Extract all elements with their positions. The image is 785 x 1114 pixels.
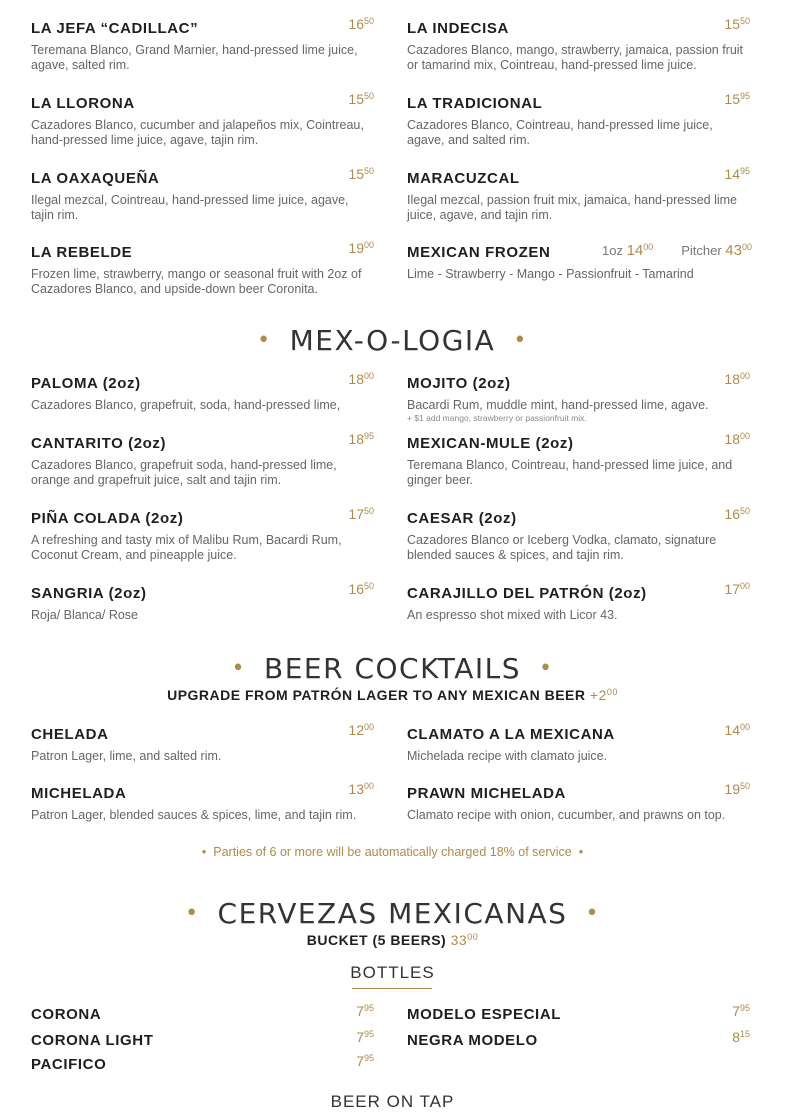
- item-price: $16^{50}$: [348, 16, 374, 32]
- bullet-icon: •: [585, 901, 600, 926]
- frozen-oz-price: 1oz $14^{00}$: [602, 242, 654, 259]
- bullet-icon: •: [257, 328, 272, 353]
- item-description: Teremana Blanco, Cointreau, hand-pressed lime juice, and ginger beer.: [407, 458, 733, 487]
- item-price: $18^{00}$: [724, 431, 750, 447]
- item-price: $7^{95}$: [732, 1003, 750, 1019]
- item-description: Cazadores Blanco or Iceberg Vodka, clamato, signature blended sauces & spices, and tajin rim.: [407, 533, 717, 562]
- item-description: Patron Lager, blended sauces & spices, lime, and tajin rim.: [31, 808, 357, 822]
- item-price: $18^{95}$: [348, 431, 374, 447]
- item-description: Michelada recipe with clamato juice.: [407, 749, 608, 763]
- item-name: CORONA LIGHT: [31, 1032, 154, 1049]
- item-price: $15^{95}$: [724, 91, 750, 107]
- item-price: $17^{50}$: [348, 506, 374, 522]
- menu-item-maracuzcal: [407, 166, 750, 223]
- menu-item-carajillo: [407, 581, 750, 623]
- item-name: PIÑA COLADA (2oz): [31, 510, 184, 527]
- item-name: MOJITO (2oz): [407, 375, 511, 392]
- item-description: Clamato recipe with onion, cucumber, and prawns on top.: [407, 808, 726, 822]
- frozen-pitcher-price: Pitcher $43^{00}$: [681, 242, 752, 259]
- beer-on-tap-heading: BEER ON TAP: [330, 1092, 455, 1111]
- item-description: Cazadores Blanco, grapefruit, soda, hand-pressed lime,: [31, 398, 341, 412]
- item-description: An espresso shot mixed with Licor 43.: [407, 608, 618, 622]
- item-name: MICHELADA: [31, 785, 127, 802]
- menu-item-la-llorona: [31, 91, 374, 148]
- item-price: $18^{00}$: [348, 371, 374, 387]
- item-price: $7^{95}$: [356, 1053, 374, 1069]
- item-price: $12^{00}$: [348, 722, 374, 738]
- item-name: CLAMATO A LA MEXICANA: [407, 726, 615, 743]
- bullet-icon: •: [539, 656, 554, 681]
- item-name: CORONA: [31, 1006, 102, 1023]
- item-name: CARAJILLO DEL PATRÓN (2oz): [407, 585, 647, 602]
- item-name: PALOMA (2oz): [31, 375, 141, 392]
- menu-item-la-oaxaquena: [31, 166, 374, 223]
- bullet-icon: •: [185, 901, 200, 926]
- item-price: $15^{50}$: [348, 166, 374, 182]
- menu-item-la-jefa: [31, 16, 374, 73]
- item-name: LA INDECISA: [407, 20, 509, 37]
- item-price: $19^{50}$: [724, 781, 750, 797]
- item-price: $14^{00}$: [724, 722, 750, 738]
- item-description: Cazadores Blanco, grapefruit soda, hand-pressed lime, orange and grapefruit juice, salt and tajin rim.: [31, 458, 337, 487]
- item-price: $14^{95}$: [724, 166, 750, 182]
- upgrade-note: UPGRADE FROM PATRÓN LAGER TO ANY MEXICAN BEER $+2^{00}$: [167, 687, 618, 703]
- item-price: $17^{00}$: [724, 581, 750, 597]
- menu-item-mojito: [407, 371, 750, 423]
- item-name: CHELADA: [31, 726, 109, 743]
- section-title-cervezas: • CERVEZAS MEXICANAS •: [185, 897, 600, 930]
- menu-item-la-rebelde: [31, 240, 374, 297]
- menu-item-mexican-mule: [407, 431, 750, 488]
- menu-item-michelada: [31, 781, 374, 823]
- item-name: LA OAXAQUEÑA: [31, 170, 160, 187]
- menu-item-prawn-michelada: [407, 781, 750, 823]
- beer-corona-light: [31, 1029, 374, 1049]
- item-description: Cazadores Blanco, Cointreau, hand-pressed lime juice, agave, and salted rim.: [407, 118, 713, 147]
- item-name: SANGRIA (2oz): [31, 585, 147, 602]
- item-name: NEGRA MODELO: [407, 1032, 538, 1049]
- bottles-underline: [352, 988, 432, 989]
- menu-item-cantarito: [31, 431, 374, 488]
- beer-modelo-especial: [407, 1003, 750, 1023]
- item-name: LA JEFA “CADILLAC”: [31, 20, 199, 37]
- item-price: $16^{50}$: [348, 581, 374, 597]
- item-name: MEXICAN-MULE (2oz): [407, 435, 574, 452]
- menu-item-la-tradicional: [407, 91, 750, 148]
- item-price: $18^{00}$: [724, 371, 750, 387]
- item-description: Roja/ Blanca/ Rose: [31, 608, 139, 622]
- menu-item-clamato-a-la-mexicana: [407, 722, 750, 764]
- item-name: CAESAR (2oz): [407, 510, 517, 527]
- item-name: MARACUZCAL: [407, 170, 520, 187]
- item-description: Cazadores Blanco, cucumber and jalapeños mix, Cointreau, hand-pressed lime juice, agave, tajin rim.: [31, 118, 364, 147]
- item-name: MEXICAN FROZEN: [407, 244, 551, 261]
- bullet-icon: •: [231, 656, 246, 681]
- menu-item-mexican-frozen: [407, 244, 752, 282]
- item-description: [407, 398, 750, 423]
- item-price: $19^{00}$: [348, 240, 374, 256]
- item-price: $13^{00}$: [348, 781, 374, 797]
- beer-corona: [31, 1003, 374, 1023]
- item-description: Teremana Blanco, Grand Marnier, hand-pressed lime juice, agave, salted rim.: [31, 43, 358, 72]
- item-description: Patron Lager, lime, and salted rim.: [31, 749, 222, 763]
- item-price: $15^{50}$: [348, 91, 374, 107]
- section-title-mexologia: • MEX-O-LOGIA •: [257, 324, 528, 357]
- item-name: CANTARITO (2oz): [31, 435, 167, 452]
- item-name: LA REBELDE: [31, 244, 133, 261]
- item-price: $16^{50}$: [724, 506, 750, 522]
- menu-item-la-indecisa: [407, 16, 750, 73]
- item-description: Lime - Strawberry - Mango - Passionfruit - Tamarind: [407, 267, 694, 281]
- item-note: + $1 add mango, strawberry or passionfruit mix.: [407, 413, 587, 423]
- section-title-beer-cocktails: • BEER COCKTAILS •: [231, 652, 554, 685]
- item-description-text: Bacardi Rum, muddle mint, hand-pressed lime, agave.: [407, 398, 709, 412]
- item-description: Cazadores Blanco, mango, strawberry, jamaica, passion fruit or tamarind mix, Cointreau, hand-pressed lime juice.: [407, 43, 744, 72]
- menu-item-caesar: [407, 506, 750, 563]
- bullet-icon: •: [578, 845, 584, 859]
- item-price: $7^{95}$: [356, 1029, 374, 1045]
- service-charge-note: • Parties of 6 or more will be automatically charged 18% of service •: [201, 845, 584, 859]
- item-name: PACIFICO: [31, 1056, 107, 1073]
- item-price: $15^{50}$: [724, 16, 750, 32]
- menu-item-pina-colada: [31, 506, 374, 563]
- item-price: $7^{95}$: [356, 1003, 374, 1019]
- item-name: PRAWN MICHELADA: [407, 785, 566, 802]
- item-description: Ilegal mezcal, Cointreau, hand-pressed lime juice, agave, tajin rim.: [31, 193, 349, 222]
- bucket-offer: BUCKET (5 BEERS) $33^{00}$: [306, 932, 479, 948]
- item-price: $8^{15}$: [732, 1029, 750, 1045]
- bullet-icon: •: [513, 328, 528, 353]
- item-description: A refreshing and tasty mix of Malibu Rum, Bacardi Rum, Coconut Cream, and pineapple juice.: [31, 533, 342, 562]
- item-name: LA LLORONA: [31, 95, 135, 112]
- menu-item-sangria: [31, 581, 374, 623]
- bottles-heading: BOTTLES: [350, 963, 435, 982]
- item-description: Ilegal mezcal, passion fruit mix, jamaica, hand-pressed lime juice, agave, and tajin rim.: [407, 193, 737, 222]
- item-description: Frozen lime, strawberry, mango or seasonal fruit with 2oz of Cazadores Blanco, and upside-down beer Coronita.: [31, 267, 362, 296]
- bullet-icon: •: [201, 845, 207, 859]
- menu-item-chelada: [31, 722, 374, 764]
- item-name: MODELO ESPECIAL: [407, 1006, 562, 1023]
- menu-item-paloma: [31, 371, 374, 413]
- beer-pacifico: [31, 1053, 374, 1073]
- beer-negra-modelo: [407, 1029, 750, 1049]
- item-name: LA TRADICIONAL: [407, 95, 543, 112]
